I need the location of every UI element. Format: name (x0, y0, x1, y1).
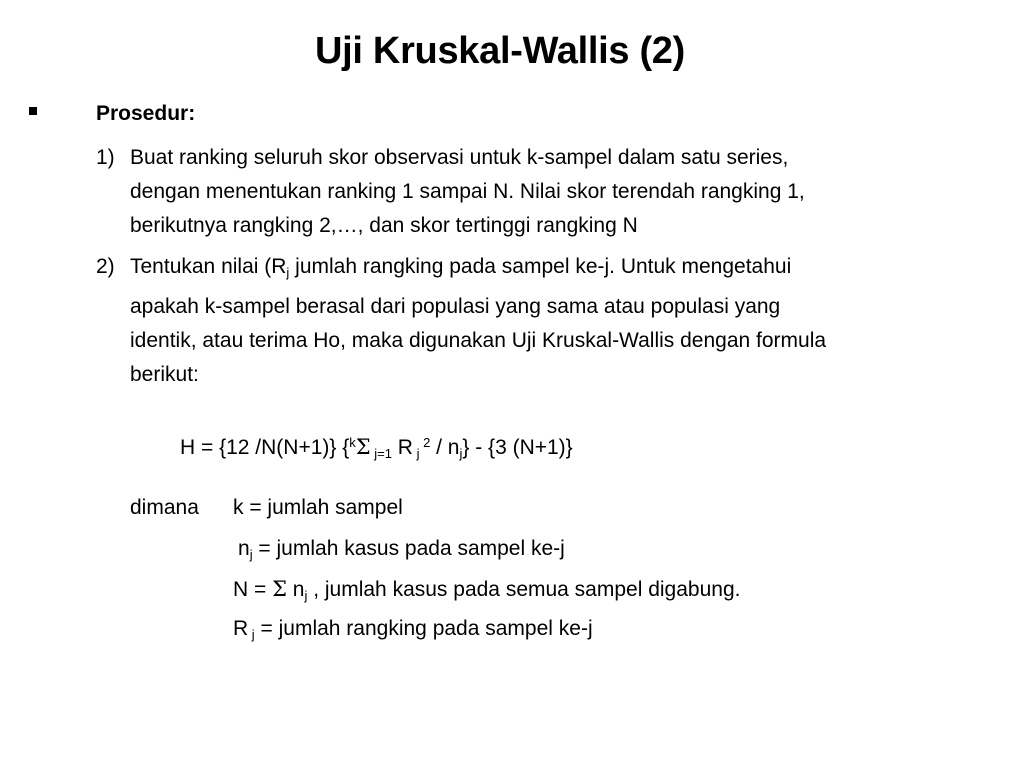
definition-R (233, 617, 593, 642)
item-text (130, 250, 996, 392)
subscript-j: j (286, 265, 290, 280)
item-text-part: jumlah rangking pada sampel ke-j. Untuk mengetahui (289, 255, 792, 278)
formula-part: R (391, 436, 413, 459)
definition-part: = jumlah kasus pada sampel ke-j (252, 537, 565, 560)
subscript-j1: j=1 (370, 446, 392, 461)
definition-part: R (233, 617, 249, 640)
sigma-icon: Σ (272, 577, 287, 601)
item-line: Buat ranking seluruh skor observasi untuk k-sampel dalam satu series, (130, 146, 789, 169)
definition-part: , jumlah kasus pada semua sampel digabung. (307, 578, 741, 601)
item-number: 2) (96, 255, 115, 278)
superscript-2: 2 (419, 435, 431, 450)
subscript-j: j (459, 446, 463, 461)
definition-k: k = jumlah sampel (233, 496, 403, 519)
item-line: apakah k-sampel berasal dari populasi yang sama atau populasi yang (130, 295, 781, 318)
sigma-icon: Σ (355, 435, 371, 459)
formula-part: H = {12 /N(N+1)} { (180, 436, 350, 459)
definition-part: n (238, 537, 250, 560)
definition-N (233, 577, 740, 603)
item-text (130, 141, 996, 243)
item-line (130, 250, 996, 290)
superscript-k: k (349, 435, 356, 450)
item-line: berikutnya rangking 2,…, dan skor tertinggi rangking N (130, 214, 638, 237)
definition-part: = jumlah rangking pada sampel ke-j (254, 617, 593, 640)
formula-part: / n (430, 436, 460, 459)
item-text-part: Tentukan nilai (R (130, 255, 287, 278)
item-line: identik, atau terima Ho, maka digunakan Uji Kruskal-Wallis dengan formula (130, 329, 827, 352)
dimana-label: dimana (130, 496, 199, 519)
subscript-j: j (412, 446, 420, 461)
item-line: berikut: (130, 363, 199, 386)
section-heading: Prosedur: (96, 102, 196, 125)
slide-title: Uji Kruskal-Wallis (2) (315, 30, 685, 72)
formula-part: } - {3 (N+1)} (462, 436, 573, 459)
subscript-j: j (304, 588, 308, 603)
kruskal-wallis-formula (180, 435, 573, 461)
definition-part: N = (233, 578, 273, 601)
item-line: dengan menentukan ranking 1 sampai N. Nilai skor terendah rangking 1, (130, 180, 805, 203)
subscript-j: j (249, 547, 253, 562)
subscript-j: j (248, 627, 255, 642)
square-bullet-icon (29, 107, 37, 115)
definition-part: n (286, 578, 305, 601)
item-number: 1) (96, 146, 115, 169)
definition-nj (238, 537, 565, 562)
